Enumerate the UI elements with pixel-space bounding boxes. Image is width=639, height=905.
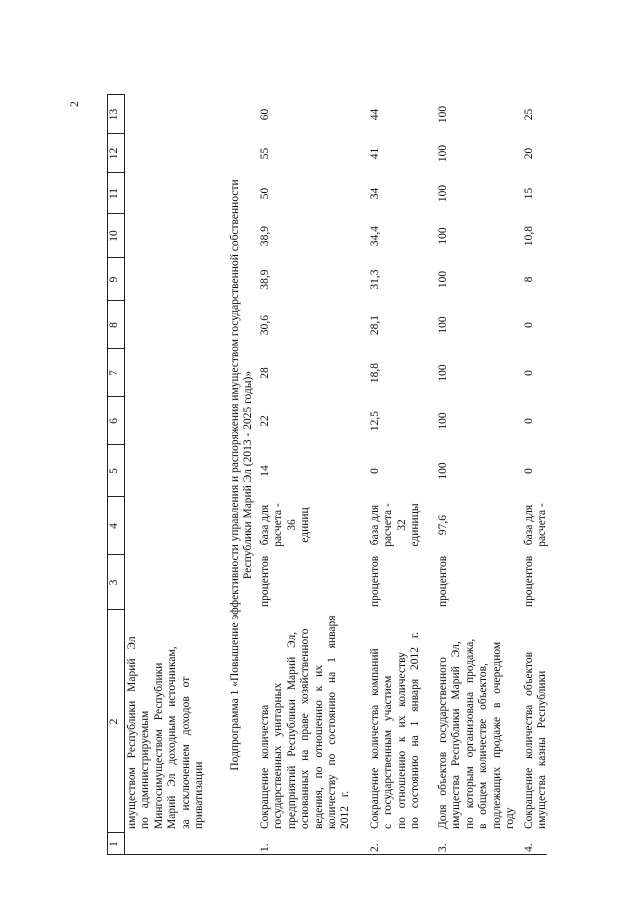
year-value: 50 <box>259 187 271 200</box>
rotated-table <box>69 95 549 855</box>
year-value: 100 <box>437 270 449 289</box>
base-value-cell: база для расчета - 36 единиц <box>259 503 312 547</box>
year-value: 55 <box>259 147 271 160</box>
year-value: 100 <box>437 316 449 334</box>
page-number: 2 <box>69 101 81 107</box>
base-value-cell: база для расчета - <box>523 503 549 547</box>
year-value: 28,1 <box>369 314 381 336</box>
row-number: 3. <box>437 843 449 852</box>
year-value: 0 <box>369 468 381 474</box>
year-value: 30,6 <box>259 314 271 336</box>
year-value: 14 <box>259 465 271 477</box>
year-value: 100 <box>437 364 449 382</box>
column-header: 13 <box>108 108 120 121</box>
column-header: 3 <box>108 579 120 586</box>
column-header: 4 <box>108 523 120 529</box>
unit-cell: процентов <box>369 555 381 607</box>
indicator-description: Сокращение количества компаний с государственным участием по отношению к их количеству по состоянию на 1 января 2012 г. <box>369 631 422 829</box>
year-value: 0 <box>523 322 535 328</box>
base-value-cell: база для расчета - 32 единицы <box>369 503 422 547</box>
row-number: 2. <box>369 843 381 852</box>
year-value: 34 <box>369 187 381 200</box>
column-header: 6 <box>108 418 120 424</box>
year-value: 100 <box>437 105 449 124</box>
column-header: 9 <box>108 276 120 283</box>
indicator-description: Сокращение количества объектов имущества казны Республики <box>523 651 549 829</box>
year-value: 25 <box>523 108 535 121</box>
column-header: 1 <box>108 841 120 847</box>
year-value: 100 <box>437 144 449 163</box>
indicator-description: Сокращение количества государственных унитарных предприятий Республики Марий Эл, основанных на праве хозяйственного ведения, по отношению к их количеству по состоянию на 1 января 2012 г. <box>259 615 352 829</box>
year-value: 38,9 <box>259 225 271 247</box>
year-value: 34,4 <box>369 225 381 247</box>
year-value: 44 <box>369 108 381 121</box>
year-value: 41 <box>369 147 381 160</box>
year-value: 12,5 <box>369 410 381 432</box>
indicator-description: Доля объектов государственного имущества Республики Марий Эл, по которым организована продажа, в общем количестве объектов, подлежащих продаже в очередном году <box>437 638 517 829</box>
year-value: 31,3 <box>369 269 381 290</box>
year-value: 8 <box>523 276 535 283</box>
year-value: 60 <box>259 108 271 121</box>
column-header: 8 <box>108 322 120 328</box>
year-value: 28 <box>259 367 271 379</box>
year-value: 100 <box>437 462 449 480</box>
row-number: 1. <box>259 843 271 852</box>
header-divider <box>124 95 125 855</box>
continuation-text: имуществом Республики Марий Эл по администрируемым Мингосимуществом Республики Марий Эл доходным источникам, за исключением доходов от приватизации <box>126 636 206 829</box>
column-header: 10 <box>108 230 120 242</box>
unit-cell: процентов <box>437 555 449 607</box>
unit-cell: процентов <box>523 555 535 607</box>
year-value: 0 <box>523 468 535 474</box>
column-header: 12 <box>108 147 120 160</box>
year-value: 22 <box>259 415 271 427</box>
unit-cell: процентов <box>259 555 271 607</box>
year-value: 20 <box>523 147 535 160</box>
year-value: 10,8 <box>523 225 535 247</box>
subprogram-title: Подпрограмма 1 «Повышение эффективности управления и распоряжения имуществом государственной собственности Республики Марий Эл (2013 - 2025 годы)» <box>229 179 255 771</box>
table-border-left <box>107 854 547 855</box>
column-header: 2 <box>108 718 120 725</box>
row-number: 4. <box>523 843 535 852</box>
year-value: 15 <box>523 187 535 200</box>
year-value: 100 <box>437 227 449 245</box>
year-value: 18,8 <box>369 362 381 384</box>
column-header: 5 <box>108 468 120 474</box>
year-value: 100 <box>437 412 449 430</box>
year-value: 0 <box>523 370 535 376</box>
year-value: 0 <box>523 418 535 424</box>
year-value: 38,9 <box>259 269 271 290</box>
column-header: 7 <box>108 370 120 376</box>
base-value-cell: 97,6 <box>437 514 449 536</box>
column-header: 11 <box>108 187 120 200</box>
year-value: 100 <box>437 184 449 203</box>
